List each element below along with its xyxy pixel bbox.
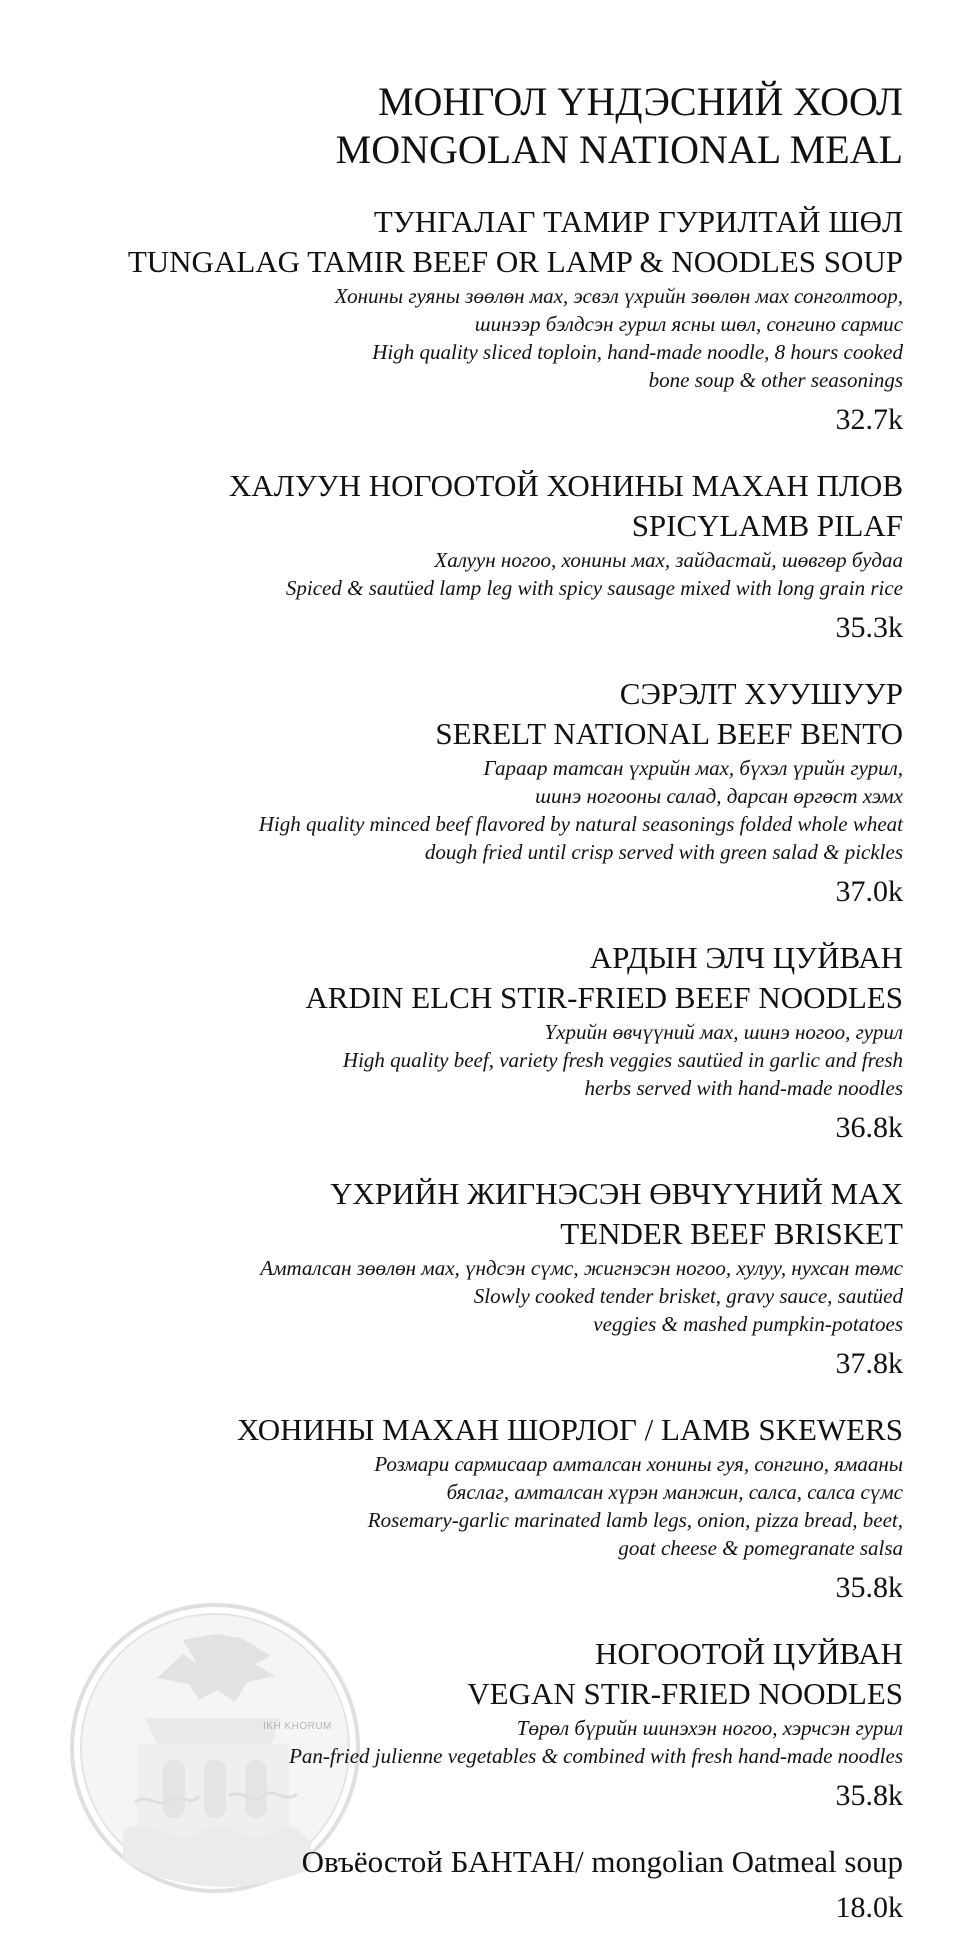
menu-item [43, 1634, 903, 1816]
item-description-line: Амталсан зөөлөн мах, үндсэн сүмс, жигнэсэн ногоо, хулуу, нухсан төмс [260, 1256, 903, 1280]
menu-list [43, 202, 903, 1928]
item-description-line: goat cheese & pomegranate salsa [618, 1536, 903, 1560]
item-description-line: шинэ ногооны салад, дарсан өргөст хэмх [535, 784, 903, 808]
item-title-line-mn: АРДЫН ЭЛЧ ЦУЙВАН [589, 940, 903, 975]
header-title-mn: МОНГОЛ ҮНДЭСНИЙ ХООЛ [377, 79, 903, 124]
item-description-line: Spiced & sautüed lamp leg with spicy sausage mixed with long grain rice [285, 576, 903, 600]
item-description-line: herbs served with hand-made noodles [584, 1076, 903, 1100]
menu-item [43, 938, 903, 1148]
menu-item [43, 466, 903, 648]
item-description-line: Rosemary-garlic marinated lamb legs, onion, pizza bread, beet, [367, 1508, 903, 1532]
item-description-line: dough fried until crisp served with green salad & pickles [424, 840, 903, 864]
item-title-line-mn: ХАЛУУН НОГООТОЙ ХОНИНЫ МАХАН ПЛОВ [228, 468, 903, 503]
item-price: 36.8k [835, 1111, 903, 1144]
item-description-line: Pan-fried julienne vegetables & combined with fresh hand-made noodles [289, 1744, 903, 1768]
item-description-line: Халуун ногоо, хонины мах, зайдастай, шөвгөр будаа [434, 548, 903, 572]
item-description-line: Үхрийн өвчүүний мах, шинэ ногоо, гурил [544, 1020, 903, 1044]
menu-item [43, 1174, 903, 1384]
item-price: 37.0k [835, 875, 903, 908]
header-title-en: MONGOLAN NATIONAL MEAL [335, 127, 903, 172]
item-description-line: veggies & mashed pumpkin-potatoes [593, 1312, 903, 1336]
item-description-line: High quality beef, variety fresh veggies sautüed in garlic and fresh [342, 1048, 903, 1072]
item-title-line-mn: НОГООТОЙ ЦУЙВАН [595, 1636, 903, 1671]
menu-item [43, 202, 903, 440]
menu-content [43, 78, 903, 1954]
item-description-line: High quality sliced toploin, hand-made noodle, 8 hours cooked [372, 340, 903, 364]
menu-header [43, 78, 903, 174]
menu-item [43, 1842, 903, 1928]
item-description-line: шинээр бэлдсэн гурил ясны шөл, сонгино сармис [474, 312, 903, 336]
item-price: 35.8k [835, 1571, 903, 1604]
item-price: 35.3k [835, 611, 903, 644]
item-title-line-en: SERELT NATIONAL BEEF BENTO [435, 716, 903, 751]
item-description-line: Slowly cooked tender brisket, gravy sauce, sautüed [473, 1284, 903, 1308]
item-description-line: Төрөл бүрийн шинэхэн ногоо, хэрчсэн гурил [516, 1716, 903, 1740]
item-description-line: бяслаг, амталсан хүрэн манжин, салса, салса сүмс [446, 1480, 903, 1504]
menu-item [43, 1410, 903, 1608]
item-price: 37.8k [835, 1347, 903, 1380]
item-title-line-mn: ҮХРИЙН ЖИГНЭСЭН ӨВЧҮҮНИЙ МАХ [330, 1176, 903, 1211]
menu-item [43, 674, 903, 912]
item-title-line-en: ARDIN ELCH STIR-FRIED BEEF NOODLES [305, 980, 903, 1015]
item-title-line-en: VEGAN STIR-FRIED NOODLES [467, 1676, 903, 1711]
item-title-line-mn: СЭРЭЛТ ХУУШУУР [619, 676, 903, 711]
item-description-line: Розмари сармисаар амталсан хонины гуя, сонгино, ямааны [374, 1452, 903, 1476]
item-title-line-en: TENDER BEEF BRISKET [560, 1216, 903, 1251]
item-price: 32.7k [835, 403, 903, 436]
item-title-line: ХОНИНЫ МАХАН ШОРЛОГ / LAMB SKEWERS [236, 1412, 903, 1447]
item-description-line: bone soup & other seasonings [648, 368, 903, 392]
item-title-line-mn: ТУНГАЛАГ ТАМИР ГУРИЛТАЙ ШӨЛ [373, 204, 903, 239]
item-title-line: Овъёостой БАНТАН/ mongolian Oatmeal soup [301, 1844, 903, 1879]
watermark-brand-text: IKH KHORUM [263, 1721, 332, 1732]
item-title-line-en: TUNGALAG TAMIR BEEF OR LAMP & NOODLES SOUP [127, 244, 903, 279]
item-description-line: Гараар татсан үхрийн мах, бүхэл үрийн гурил, [483, 756, 903, 780]
item-description-line: Хонины гуяны зөөлөн мах, эсвэл үхрийн зөөлөн мах сонголтоор, [334, 284, 903, 308]
item-price: 18.0k [835, 1891, 903, 1924]
item-description-line: High quality minced beef flavored by natural seasonings folded whole wheat [258, 812, 903, 836]
item-title-line-en: SPICYLAMB PILAF [631, 508, 903, 543]
item-price: 35.8k [835, 1779, 903, 1812]
